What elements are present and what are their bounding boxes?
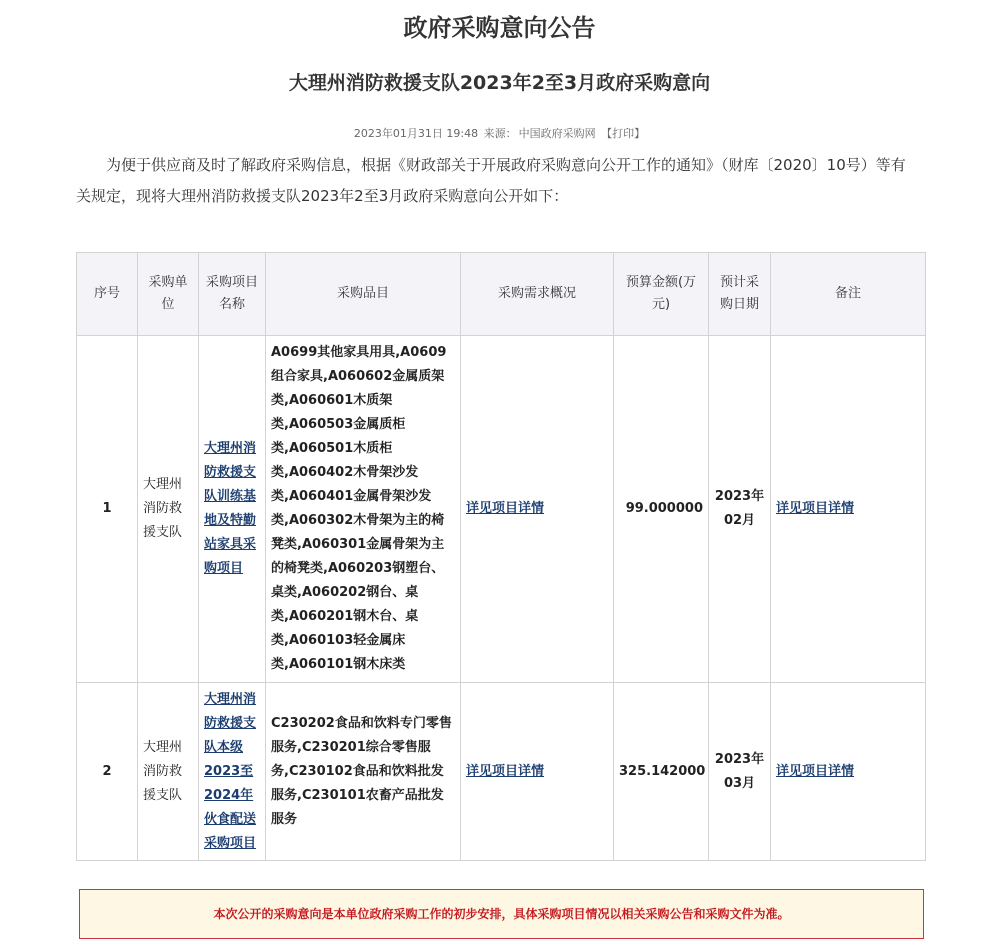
table-header-row [77, 253, 926, 336]
page-subtitle: 大理州消防救援支队2023年2至3月政府采购意向 [288, 72, 711, 94]
header-date: 预计采购日期 [709, 253, 771, 336]
header-budget: 预算金额(万元) [614, 253, 709, 336]
source-label: 来源： [483, 127, 517, 140]
page-title: 政府采购意向公告 [403, 14, 596, 42]
intro-paragraph: 为便于供应商及时了解政府采购信息，根据《财政部关于开展政府采购意向公开工作的通知》（财库〔2020〕10号）等有关规定，现将大理州消防救援支队2023年2至3月政府采购意向公开如下： [76, 156, 906, 205]
notice-banner: 本次公开的采购意向是本单位政府采购工作的初步安排，具体采购项目情况以相关采购公告和采购文件为准。 [79, 889, 924, 939]
project-link[interactable]: 大理州消防救援支队训练基地及特勤站家具采购项目 [204, 441, 257, 576]
row-items: C230202食品和饮料专门零售服务,C230201综合零售服务,C230102食品和饮料批发服务,C230101农畜产品批发服务 [266, 683, 461, 861]
meta-line [0, 125, 999, 141]
row-unit: 大理州消防救援支队 [138, 683, 199, 861]
header-demand: 采购需求概况 [461, 253, 614, 336]
row-date: 2023年02月 [709, 336, 771, 683]
header-unit: 采购单位 [138, 253, 199, 336]
print-link[interactable]: 【打印】 [601, 127, 646, 140]
header-no: 序号 [77, 253, 138, 336]
header-remark: 备注 [771, 253, 926, 336]
row-budget: 325.142000 [614, 683, 709, 861]
row-unit: 大理州消防救援支队 [138, 336, 199, 683]
row-no: 1 [77, 336, 138, 683]
publish-datetime: 2023年01月31日 19:48 [353, 127, 479, 140]
row-budget: 99.000000 [614, 336, 709, 683]
table-row [77, 683, 926, 861]
table-row [77, 336, 926, 683]
remark-detail-link[interactable]: 详见项目详情 [776, 763, 855, 779]
source-name: 中国政府采购网 [518, 127, 596, 140]
procurement-table [76, 252, 926, 861]
demand-detail-link[interactable]: 详见项目详情 [466, 763, 545, 779]
demand-detail-link[interactable]: 详见项目详情 [466, 501, 545, 516]
row-date: 2023年03月 [709, 683, 771, 861]
header-items: 采购品目 [266, 253, 461, 336]
row-items: A0699其他家具用具,A0609组合家具,A060602金属质架类,A060601木质架类,A060503金属质柜类,A060501木质柜类,A060402木骨架沙发类,A060401金属骨架沙发类,A060302木骨架为主的椅凳类,A060301金属骨架为主的椅凳类,A060203钢塑台、桌类,A060202钢台、桌类,A060201钢木台、桌类,A060103轻金属床类,A060101钢木床类 [266, 336, 461, 683]
project-link[interactable]: 大理州消防救援支队本级2023至2024年伙食配送采购项目 [204, 691, 257, 851]
row-no: 2 [77, 683, 138, 861]
header-project: 采购项目名称 [199, 253, 266, 336]
remark-detail-link[interactable]: 详见项目详情 [776, 501, 855, 516]
